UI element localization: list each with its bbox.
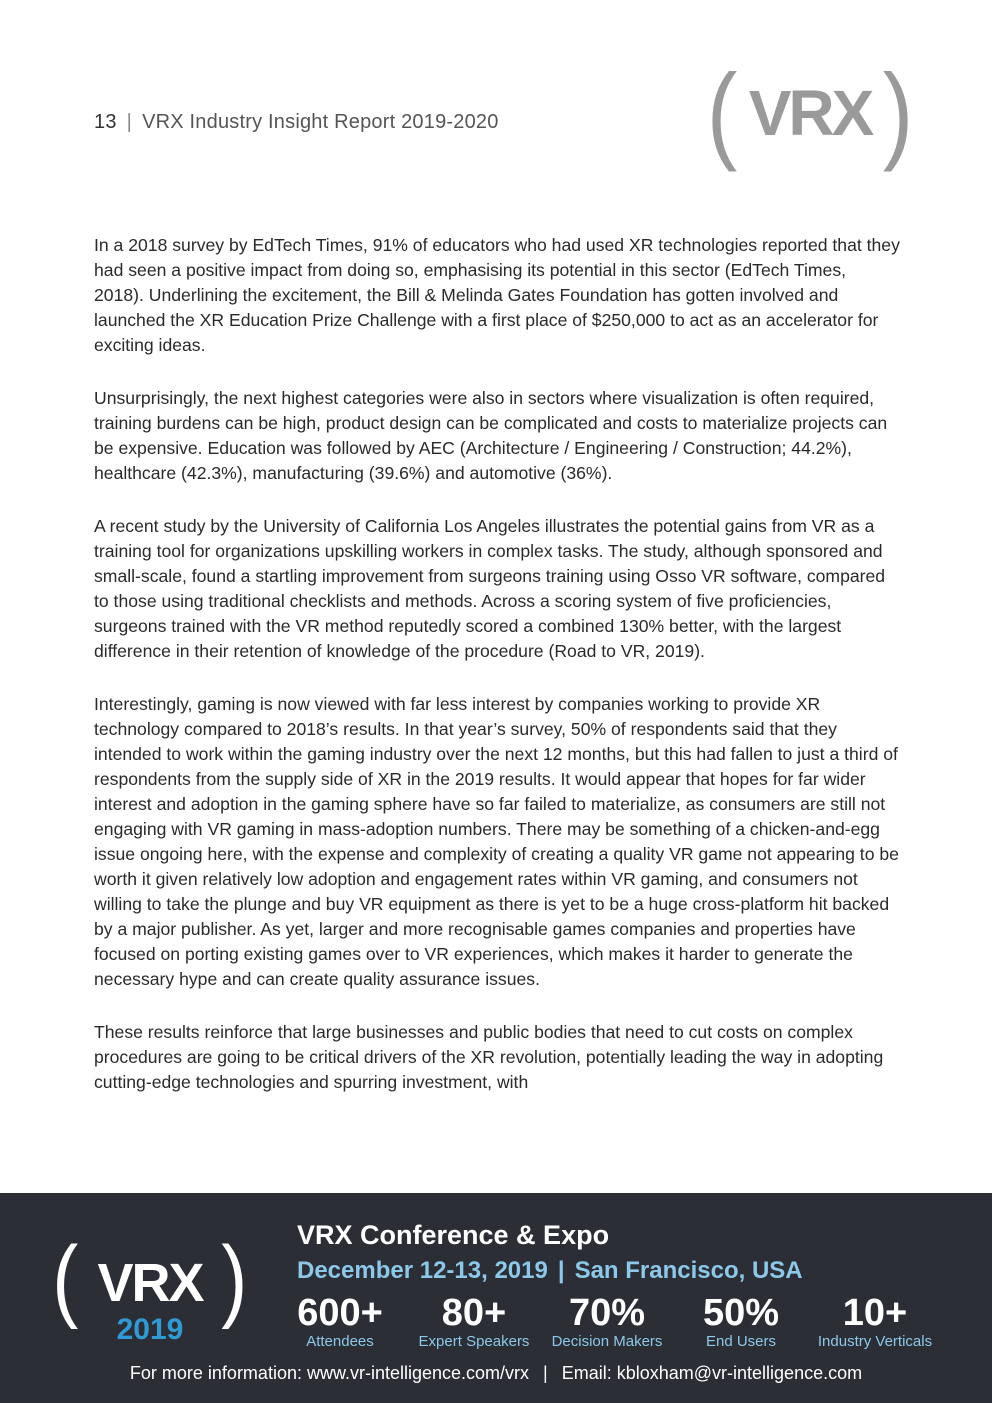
paragraph: These results reinforce that large businesses and public bodies that need to cut costs on complex procedures are going to be critical drivers of the XR revolution, potentially leading the way in adopting cutting-edge technologies and spurring investment, with	[94, 1022, 884, 1092]
logo-right-paren: )	[882, 51, 914, 172]
footer-logo-text: VRX	[97, 1253, 203, 1313]
paragraph: A recent study by the University of California Los Angeles illustrates the potential gains from VR as a training tool for organizations upskilling workers in complex tasks. The study, although sponsored and small-scale, found a startling improvement from surgeons training using Osso VR software, compared to those using traditional checklists and methods. Across a scoring system of five proficiencies, surgeons trained with the VR method reputedly scored a combined 130% better, with the largest difference in their retention of knowledge of the procedure (Road to VR, 2019).	[94, 516, 886, 661]
conference-dates-location	[297, 1257, 803, 1285]
stat-label: Industry Verticals	[817, 1333, 933, 1350]
footer-logo-left-paren: (	[52, 1228, 79, 1330]
stat-value: 10+	[842, 1292, 908, 1334]
report-title: VRX Industry Insight Report 2019-2020	[142, 111, 499, 133]
paragraph: Interestingly, gaming is now viewed with far less interest by companies working to provide XR technology compared to 2018’s results. In that year’s survey, 50% of respondents said that they intended to work within the gaming industry over the next 12 months, but this had fallen to just a third of respondents from the supply side of XR in the 2019 results. It would appear that hopes for far wider interest and adoption in the gaming sphere have so far failed to materialize, as consumers are still not engaging with VR gaming in mass-adoption numbers. There may be something of a chicken-and-egg issue ongoing here, with the expense and complexity of creating a quality VR game not appearing to be worth it given relatively low adoption and engagement rates within VR gaming, and consumers not willing to take the plunge and buy VR equipment as there is yet to be a huge cross-platform hit backed by a major publisher. As yet, larger and more recognisable games companies and properties have focused on porting existing games over to VR experiences, which makes it harder to generate the necessary hype and can create quality assurance issues.	[94, 694, 899, 989]
paragraph: In a 2018 survey by EdTech Times, 91% of educators who had used XR technologies reported that they had seen a positive impact from doing so, emphasising its potential in this sector (EdTech Times, 2018). Underlining the excitement, the Bill & Melinda Gates Foundation has gotten involved and launched the XR Education Prize Challenge with a first place of $250,000 to act as an accelerator for exciting ideas.	[94, 235, 900, 355]
stat-label: Attendees	[306, 1333, 374, 1350]
conference-title: VRX Conference & Expo	[297, 1220, 610, 1250]
footer-logo-year: 2019	[116, 1313, 184, 1346]
page-header	[94, 111, 499, 134]
stat-value: 80+	[441, 1292, 507, 1334]
header-separator: |	[126, 111, 133, 133]
logo-left-paren: (	[706, 51, 738, 172]
paragraph: Unsurprisingly, the next highest categories were also in sectors where visualization is often required, training burdens can be high, product design can be complicated and costs to materialize projects can be expensive. Education was followed by AEC (Architecture / Engineering / Construction; 44.2%), healthcare (42.3%), manufacturing (39.6%) and automotive (36%).	[94, 388, 888, 483]
conference-banner	[0, 1193, 992, 1403]
stat-label: Expert Speakers	[418, 1333, 530, 1350]
footer-logo-right-paren: )	[221, 1228, 248, 1330]
contact-info	[0, 1363, 992, 1384]
conference-dates: December 12-13, 2019	[297, 1257, 548, 1284]
stat-attendees	[286, 1293, 394, 1351]
stat-industry-verticals	[808, 1293, 942, 1351]
email-link[interactable]: Email: kbloxham@vr-intelligence.com	[561, 1363, 863, 1383]
stat-value: 600+	[297, 1292, 383, 1334]
article-body	[94, 233, 900, 1123]
website-link[interactable]: For more information: www.vr-intelligence.com/vrx	[129, 1363, 530, 1383]
stat-value: 50%	[702, 1292, 780, 1334]
stat-label: End Users	[705, 1333, 777, 1350]
info-separator: |	[543, 1363, 548, 1383]
dates-separator: |	[557, 1257, 565, 1284]
stat-decision-makers	[544, 1293, 670, 1351]
page-number: 13	[94, 111, 117, 133]
vrx-2019-logo	[50, 1228, 250, 1353]
stat-value: 70%	[568, 1292, 646, 1334]
logo-text: VRX	[748, 77, 872, 149]
stat-expert-speakers	[412, 1293, 536, 1351]
conference-location: San Francisco, USA	[574, 1257, 803, 1284]
stat-end-users	[688, 1293, 794, 1351]
vrx-logo	[704, 51, 916, 176]
stat-label: Decision Makers	[551, 1333, 663, 1350]
